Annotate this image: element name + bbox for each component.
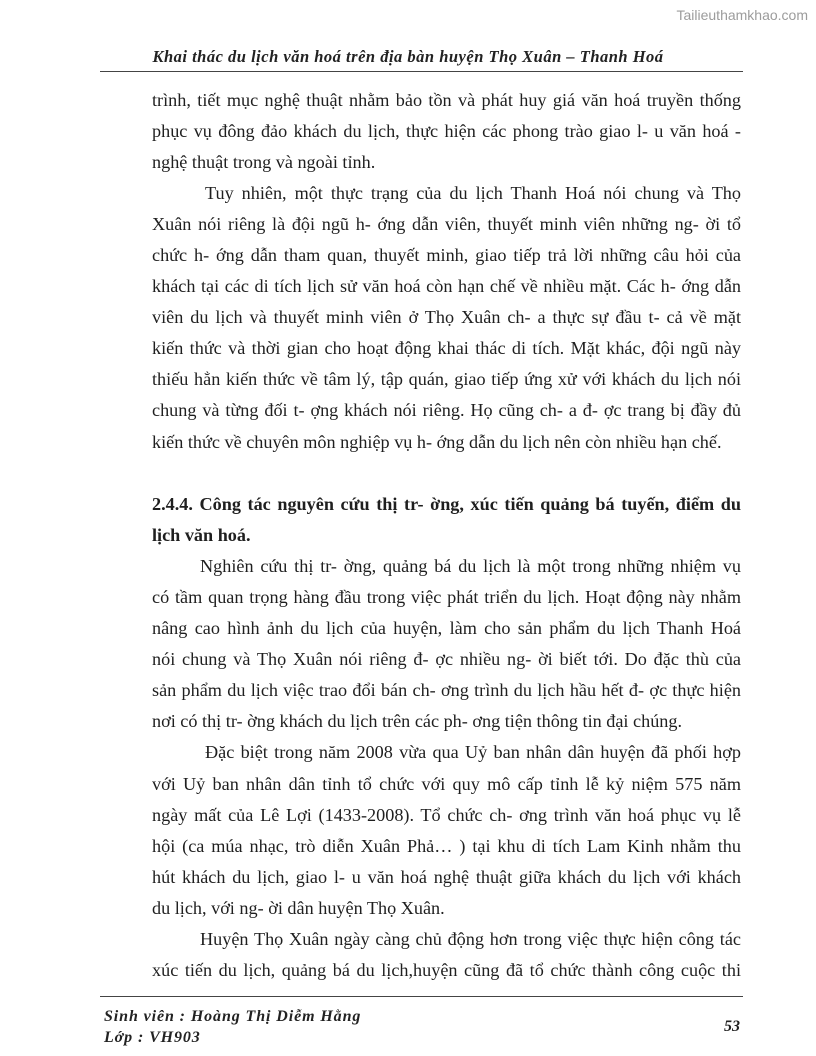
text-line: Nghiên cứu thị tr- ờng, quảng bá du lịch là một trong những nhiệm vụ xyxy=(200,555,741,576)
section-heading xyxy=(152,489,741,551)
text-line: xúc tiến du lịch, quảng bá du lịch,huyện cũng đã tổ chức thành công cuộc thi xyxy=(152,960,741,981)
text-line: Huyện Thọ Xuân ngày càng chủ động hơn trong việc thực hiện công tác xyxy=(200,929,741,950)
text-line: kiến thức về chuyên môn nghiệp vụ h- ớng dẫn du lịch nên còn nhiều hạn chế. xyxy=(152,431,722,452)
heading-line: lịch văn hoá. xyxy=(152,524,251,545)
paragraph xyxy=(152,551,741,738)
paragraph xyxy=(152,924,741,986)
text-line: với Uỷ ban nhân dân tỉnh tổ chức với quy mô cấp tỉnh lễ kỷ niệm 575 năm xyxy=(152,773,741,794)
text-line: Xuân nói riêng là đội ngũ h- ớng dẫn viên, thuyết minh viên những ng- ời tổ xyxy=(152,213,741,234)
header-divider xyxy=(100,71,743,72)
text-line: sản phẩm du lịch việc trao đổi bán ch- ơng trình du lịch hầu hết đ- ợc thực hiện xyxy=(152,680,741,701)
body-text xyxy=(152,85,741,987)
text-line: có tầm quan trọng hàng đầu trong việc phát triển du lịch. Hoạt động này nhằm xyxy=(152,587,741,607)
text-line: ngày mất của Lê Lợi (1433-2008). Tổ chức ch- ơng trình văn hoá phục vụ lễ xyxy=(152,804,741,825)
text-line: hội (ca múa nhạc, trò diễn Xuân Phả… ) tại khu di tích Lam Kinh nhằm thu xyxy=(152,835,741,856)
text-line: phục vụ đông đảo khách du lịch, thực hiện các phong trào giao l- u văn hoá - xyxy=(152,120,741,141)
text-line: Tuy nhiên, một thực trạng của du lịch Thanh Hoá nói chung và Thọ xyxy=(205,182,741,203)
page-number: 53 xyxy=(724,1018,740,1035)
text-line: viên du lịch và thuyết minh viên ở Thọ Xuân ch- a thực sự đầu t- cả về mặt xyxy=(152,307,741,328)
text-line: nâng cao hình ảnh du lịch của huyện, làm cho sản phẩm du lịch Thanh Hoá xyxy=(152,618,741,639)
text-line: nơi có thị tr- ờng khách du lịch trên các ph- ơng tiện thông tin đại chúng. xyxy=(152,711,683,732)
heading-line: 2.4.4. Công tác nguyên cứu thị tr- ờng, xúc tiến quảng bá tuyến, điểm du xyxy=(152,493,741,514)
text-line: nghệ thuật trong và ngoài tỉnh. xyxy=(152,151,376,172)
running-header: Khai thác du lịch văn hoá trên địa bàn huyện Thọ Xuân – Thanh Hoá xyxy=(152,47,664,66)
paragraph xyxy=(152,737,741,924)
text-line: khách tại các di tích lịch sử văn hoá còn hạn chế về nhiều mặt. Các h- ớng dẫn xyxy=(152,276,741,297)
footer-student-name: Sinh viên : Hoàng Thị Diễm Hằng xyxy=(104,1008,362,1025)
paragraph xyxy=(152,178,741,458)
paragraph xyxy=(152,85,741,178)
text-line: Đặc biệt trong năm 2008 vừa qua Uỷ ban nhân dân huyện đã phối hợp xyxy=(205,742,741,763)
text-line: nói chung và Thọ Xuân nói riêng đ- ợc nhiều ng- ời biết tới. Do đặc thù của xyxy=(152,649,741,670)
text-line: hút khách du lịch, giao l- u văn hoá nghệ thuật giữa khách du lịch với khách xyxy=(152,866,741,887)
text-line: trình, tiết mục nghệ thuật nhằm bảo tồn và phát huy giá văn hoá truyền thống xyxy=(152,89,741,110)
text-line: kiến thức và thời gian cho hoạt động khai thác di tích. Mặt khác, đội ngũ này xyxy=(152,338,741,359)
watermark: Tailieuthamkhao.com xyxy=(676,7,808,23)
text-line: du lịch, với ng- ời dân huyện Thọ Xuân. xyxy=(152,897,445,918)
text-line: chung và từng đối t- ợng khách nói riêng. Họ cũng ch- a đ- ợc trang bị đầy đủ xyxy=(152,400,741,421)
text-line: thiếu hẳn kiến thức về tâm lý, tập quán, giao tiếp ứng xử với khách du lịch nói xyxy=(152,369,741,390)
footer-divider xyxy=(100,996,743,997)
footer-class: Lớp : VH903 xyxy=(104,1029,201,1046)
text-line: chức h- ớng dẫn tham quan, thuyết minh, giao tiếp trả lời những câu hỏi của xyxy=(152,244,741,265)
